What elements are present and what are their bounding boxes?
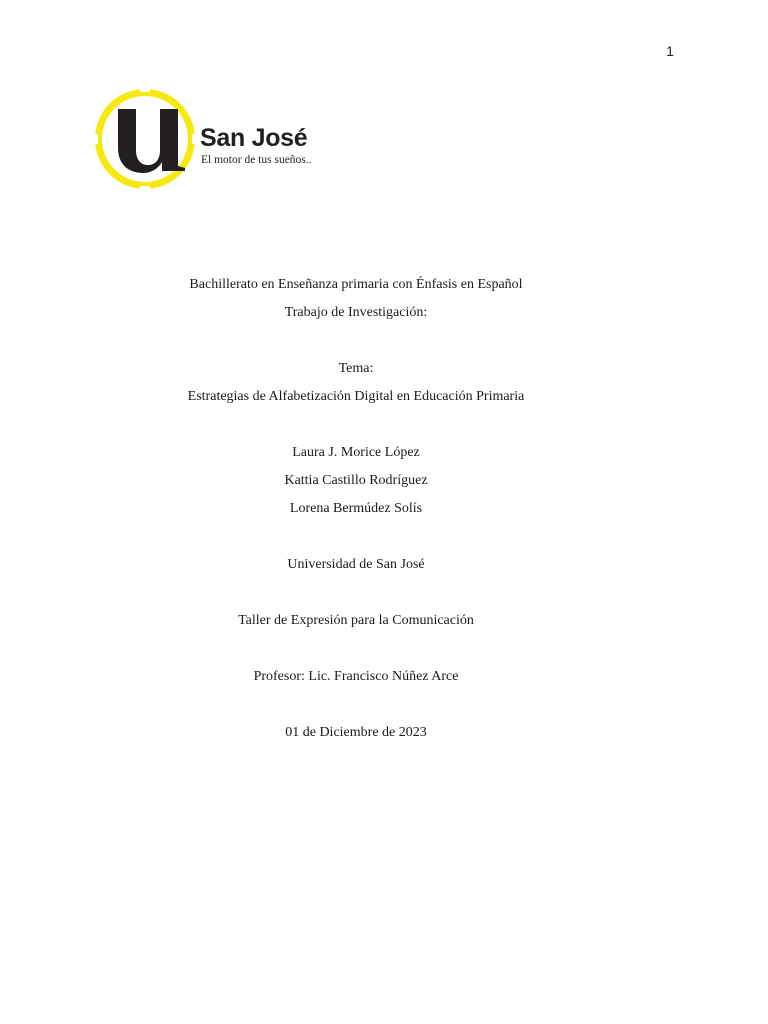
- university-logo-mark: [90, 86, 200, 192]
- author-name: Kattia Castillo Rodríguez: [284, 473, 428, 488]
- university-logo: [90, 86, 330, 192]
- logo-name: San José: [200, 124, 308, 152]
- professor-name: Profesor: Lic. Francisco Núñez Arce: [253, 669, 459, 684]
- degree-title: Bachillerato en Enseñanza primaria con Énfasis en Español: [189, 277, 523, 292]
- submission-date: 01 de Diciembre de 2023: [285, 725, 427, 740]
- author-name: Laura J. Morice López: [292, 445, 420, 460]
- author-name: Lorena Bermúdez Solís: [289, 501, 423, 516]
- work-type: Trabajo de Investigación:: [284, 305, 428, 320]
- topic-label: Tema:: [338, 361, 374, 376]
- logo-tagline: El motor de tus sueños..: [201, 154, 312, 166]
- university-name: Universidad de San José: [287, 557, 425, 572]
- cover-page-text: [0, 271, 712, 747]
- topic-title: Estrategias de Alfabetización Digital en Educación Primaria: [187, 389, 525, 404]
- course-name: Taller de Expresión para la Comunicación: [238, 613, 474, 628]
- page-number: 1: [666, 43, 674, 59]
